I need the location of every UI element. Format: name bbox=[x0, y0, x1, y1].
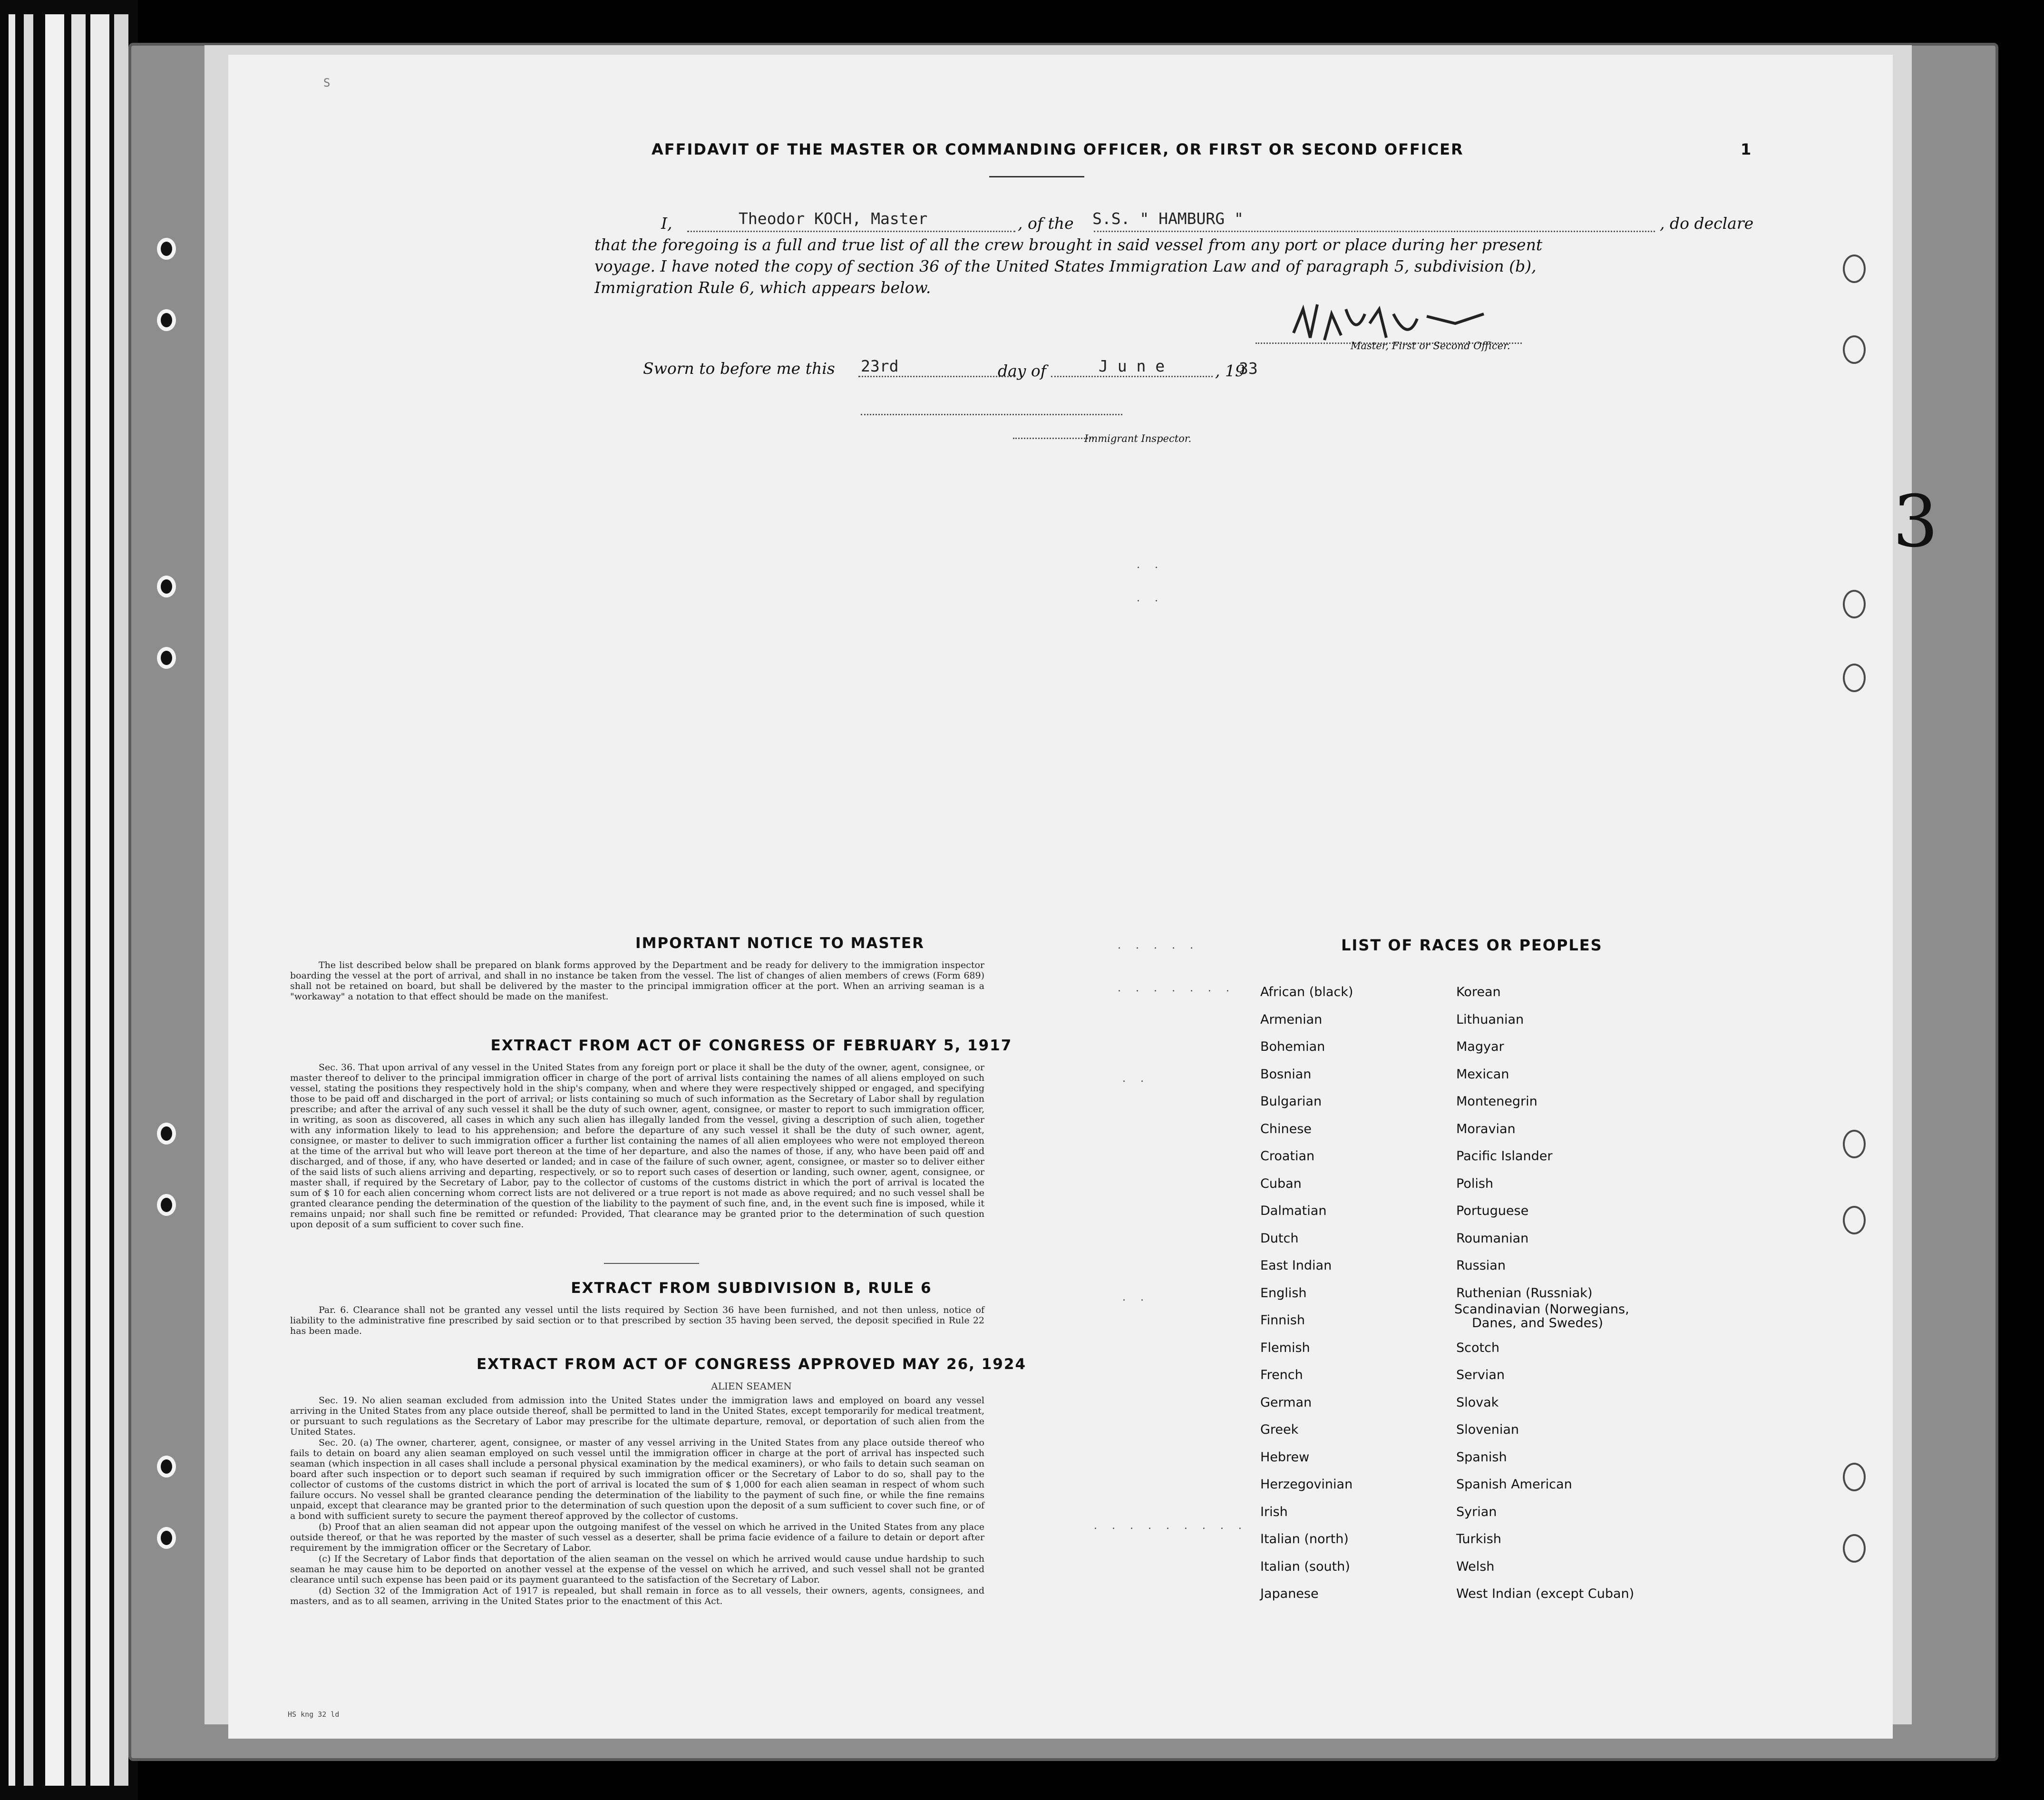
faint-mark: . . . . . bbox=[1118, 939, 1199, 951]
extract-1924-paragraph: (d) Section 32 of the Immigration Act of 1917 is repealed, but shall remain in force as to all vessels, their owners, agents, consignees, and masters, and as to all seamen, arriving in the United States prior to the enactment of this Act. bbox=[290, 1585, 984, 1606]
race-item: African (black) bbox=[1260, 985, 1353, 999]
race-item: Spanish American bbox=[1456, 1477, 1572, 1492]
faint-mark: . . bbox=[1122, 1291, 1149, 1303]
handwritten-mark: 3 bbox=[1893, 480, 1938, 563]
races-title: LIST OF RACES OR PEOPLES bbox=[1341, 936, 1603, 954]
name-line bbox=[687, 231, 1015, 232]
form-code: HS kng 32 ld bbox=[288, 1710, 340, 1719]
master-name: Theodor KOCH, Master bbox=[739, 209, 928, 228]
extract-1924-subtitle: ALIEN SEAMEN bbox=[711, 1380, 792, 1392]
extract-1917-body: Sec. 36. That upon arrival of any vessel in the United States from any foreign port or place it shall be the duty of the owner, agent, consignee, or master thereof to deliver to the principal immigration officer in charge of the port of arrival lists containing the names of all aliens employed on such vessel, stating the positions they respectively hold in the ship's company, when and where they were respectively shipped or engaged, and specifying those to be paid off and discharged in the port of arrival; or lists containing so much of such information as the Secretary of Labor shall by regulation prescribe; and after the arrival of any such vessel it shall be the duty of such owner, agent, consignee, or master to report to such immigration officer, in writing, as soon as discovered, all cases in which any such alien has illegally landed from the vessel, giving a description of such alien, together with any information likely to lead to his apprehension; and before the departure of any such vessel it shall be the duty of such owner, agent, consignee, or master to deliver to such immigration officer a further list containing the names of all alien employees who were not employed thereon at the time of the arrival but who will leave port thereon at the time of her departure, and also the names of those, if any, who have been paid off and discharged, and of those, if any, who have deserted or landed; and in case of the failure of such owner, agent, consignee, or master so to deliver either of the said lists of such aliens arriving and departing, respectively, or so to report such cases of desertion or landing, such owner, agent, consignee, or master shall, if required by the Secretary of Labor, pay to the collector of customs of the customs district in which the port of arrival is located the sum of $ 10 for each alien concerning whom correct lists are not delivered or a true report is not made as above required; and no such vessel shall be granted clearance pending the determination of the question of the liability to the payment of such fine, and, in the event such fine is imposed, while it remains unpaid; nor shall such fine be remitted or refunded: Provided, That clearance may be granted prior to the determination of such question upon deposit of a sum sufficient to cover such fine. bbox=[290, 1062, 984, 1230]
binder-hole bbox=[157, 309, 176, 331]
day-line bbox=[858, 376, 1015, 377]
race-item: Herzegovinian bbox=[1260, 1477, 1353, 1492]
declaration-line: voyage. I have noted the copy of section 36 of the United States Immigration Law and of paragraph 5, subdivision (b), bbox=[594, 257, 1537, 275]
page-mark: 1 bbox=[1741, 140, 1752, 158]
binder-edge bbox=[0, 0, 138, 1800]
inspector-caption: Immigrant Inspector. bbox=[1084, 433, 1192, 444]
race-item: Dalmatian bbox=[1260, 1203, 1327, 1218]
sheet-edge bbox=[90, 14, 109, 1786]
binder-hole bbox=[157, 238, 176, 260]
of-the-label: , of the bbox=[1018, 214, 1074, 233]
inspector-line-short bbox=[1013, 438, 1094, 439]
race-item: Danes, and Swedes) bbox=[1472, 1315, 1603, 1330]
inspector-line bbox=[861, 414, 1122, 415]
sworn-day: 23rd bbox=[861, 357, 899, 375]
title-rule bbox=[989, 176, 1084, 177]
race-item: Japanese bbox=[1260, 1586, 1319, 1601]
faint-mark: . . bbox=[1122, 1073, 1149, 1085]
binder-hole bbox=[157, 1194, 176, 1216]
race-item: Italian (south) bbox=[1260, 1559, 1350, 1574]
race-item: French bbox=[1260, 1368, 1303, 1382]
race-item: Magyar bbox=[1456, 1039, 1504, 1054]
race-item: West Indian (except Cuban) bbox=[1456, 1586, 1635, 1601]
punch-hole bbox=[1843, 590, 1866, 618]
year-suffix: 33 bbox=[1239, 359, 1258, 378]
race-item: Welsh bbox=[1456, 1559, 1495, 1574]
race-item: Greek bbox=[1260, 1422, 1299, 1437]
race-item: Bulgarian bbox=[1260, 1094, 1322, 1109]
race-item: Mexican bbox=[1456, 1066, 1509, 1082]
sworn-month: J u n e bbox=[1099, 357, 1165, 375]
race-item: Bosnian bbox=[1260, 1066, 1312, 1082]
race-item: Scotch bbox=[1456, 1340, 1500, 1355]
race-item: Cuban bbox=[1260, 1176, 1302, 1191]
binder-hole bbox=[157, 576, 176, 597]
margin-mark: S bbox=[323, 76, 331, 89]
race-item: Roumanian bbox=[1456, 1231, 1529, 1246]
punch-hole bbox=[1843, 254, 1866, 283]
race-item: Dutch bbox=[1260, 1231, 1299, 1246]
extract-1924-paragraph: (c) If the Secretary of Labor finds that deportation of the alien seaman on the vessel on which he arrived would cause undue hardship to such seaman he may cause him to be deported on another vessel at the expense of the vessel on which he arrived, and such vessel shall not be granted clearance until such expense has been paid or its payment guaranteed to the satisfaction of the Secretary of Labor. bbox=[290, 1554, 984, 1585]
binder-hole bbox=[157, 647, 176, 669]
race-item: Slovenian bbox=[1456, 1422, 1519, 1437]
race-item: Finnish bbox=[1260, 1313, 1305, 1328]
extract-1924-title: EXTRACT FROM ACT OF CONGRESS APPROVED MAY 26, 1924 bbox=[476, 1356, 1027, 1373]
punch-hole bbox=[1843, 1534, 1866, 1563]
race-item: Armenian bbox=[1260, 1012, 1323, 1027]
race-item: Montenegrin bbox=[1456, 1094, 1538, 1109]
day-of-label: day of bbox=[998, 362, 1047, 380]
i-label: I, bbox=[661, 214, 672, 233]
extract-1917-title: EXTRACT FROM ACT OF CONGRESS OF FEBRUARY 5, 1917 bbox=[490, 1037, 1012, 1054]
extract-1924-paragraph: Sec. 19. No alien seaman excluded from admission into the United States under the immigration laws and employed on board any vessel arriving in the United States from any place outside thereof, shall be permitted to land in the United States, except temporarily for medical treatment, or pursuant to such regulations as the Secretary of Labor may prescribe for the ultimate departure, removal, or deportation of such alien from the United States. bbox=[290, 1395, 984, 1437]
sheet-edge bbox=[45, 14, 64, 1786]
race-item: Portuguese bbox=[1456, 1203, 1529, 1218]
faint-mark: . . . . . . . bbox=[1118, 982, 1235, 994]
affidavit-title: AFFIDAVIT OF THE MASTER OR COMMANDING OFFICER, OR FIRST OR SECOND OFFICER bbox=[652, 140, 1464, 158]
race-item: Ruthenian (Russniak) bbox=[1456, 1285, 1593, 1301]
faint-mark: . . bbox=[1137, 559, 1164, 571]
punch-hole bbox=[1843, 1130, 1866, 1158]
race-item: Italian (north) bbox=[1260, 1532, 1349, 1546]
sworn-label: Sworn to before me this bbox=[643, 359, 835, 378]
month-line bbox=[1051, 376, 1213, 377]
vessel-name: S.S. " HAMBURG " bbox=[1092, 209, 1244, 228]
race-item: Bohemian bbox=[1260, 1039, 1325, 1054]
race-item: Croatian bbox=[1260, 1149, 1315, 1164]
signature-caption: Master, First or Second Officer. bbox=[1351, 340, 1510, 352]
race-item: Russian bbox=[1456, 1258, 1506, 1273]
sheet-edge bbox=[9, 14, 15, 1786]
punch-hole bbox=[1843, 1463, 1866, 1491]
race-item: Moravian bbox=[1456, 1121, 1516, 1136]
race-item: Lithuanian bbox=[1456, 1012, 1524, 1027]
document-page bbox=[228, 55, 1893, 1739]
binder-hole bbox=[157, 1527, 176, 1549]
race-item: Flemish bbox=[1260, 1340, 1310, 1355]
race-item: Hebrew bbox=[1260, 1449, 1310, 1465]
binder-hole bbox=[157, 1456, 176, 1477]
binder-hole bbox=[157, 1123, 176, 1145]
section-rule bbox=[604, 1263, 699, 1264]
declaration-line: that the foregoing is a full and true list of all the crew brought in said vessel from any port or place during her present bbox=[594, 235, 1543, 254]
rule6-title: EXTRACT FROM SUBDIVISION B, RULE 6 bbox=[571, 1280, 932, 1297]
race-item: Korean bbox=[1456, 985, 1501, 999]
race-item: German bbox=[1260, 1395, 1312, 1410]
race-item: Scandinavian (Norwegians, bbox=[1454, 1302, 1629, 1317]
race-item: Chinese bbox=[1260, 1121, 1312, 1136]
extract-1924-paragraph: Sec. 20. (a) The owner, charterer, agent, consignee, or master of any vessel arriving in the United States from any place outside thereof who fails to detain on board any alien seaman employed on such vessel until the immigration officer in charge at the port of arrival has inspected such seaman (which inspection in all cases shall include a personal physical examination by the medical examiners), or who fails to detain such seaman on board after such inspection or to deport such seaman if required by such immigration officer or the Secretary of Labor to do so, shall pay to the collector of customs of the customs district in which the port of arrival is located the sum of $ 1,000 for each alien seaman in respect of whom such failure occurs. No vessel shall be granted clearance pending the determination of the liability to the payment of such fine, or while the fine remains unpaid, except that clearance may be granted prior to the determination of such question upon the deposit of a sum sufficient to cover such fine, or of a bond with sufficient surety to secure the payment thereof approved by the collector of customs. bbox=[290, 1438, 984, 1521]
notice-body: The list described below shall be prepared on blank forms approved by the Department and be ready for delivery to the immigration inspector boarding the vessel at the port of arrival, and shall in no instance be taken from the vessel. The list of changes of alien members of crews (Form 689) shall not be retained on board, but shall be delivered by the master to the principal immigration officer at the port. When an arriving seaman is a "workaway" a notation to that effect should be made on the manifest. bbox=[290, 960, 984, 1002]
punch-hole bbox=[1843, 664, 1866, 692]
race-item: Pacific Islander bbox=[1456, 1149, 1553, 1164]
race-item: Servian bbox=[1456, 1368, 1505, 1382]
punch-hole bbox=[1843, 335, 1866, 364]
vessel-line bbox=[1094, 231, 1655, 232]
race-item: Irish bbox=[1260, 1504, 1288, 1519]
rule6-body: Par. 6. Clearance shall not be granted any vessel until the lists required by Section 36 have been furnished, and not then unless, notice of liability to the administrative fine prescribed by said section or to that prescribed by section 35 having been served, the deposit specified in Rule 22 has been made. bbox=[290, 1305, 984, 1336]
sheet-edge bbox=[71, 14, 86, 1786]
sheet-edge bbox=[24, 14, 33, 1786]
do-declare: , do declare bbox=[1660, 214, 1754, 233]
race-item: Spanish bbox=[1456, 1449, 1507, 1465]
extract-1924-paragraph: (b) Proof that an alien seaman did not appear upon the outgoing manifest of the vessel on which he arrived in the United States from any place outside thereof, or that he was reported by the master of such vessel as a deserter, shall be prima facie evidence of a failure to detain or deport after requirement by the immigration officer or the Secretary of Labor. bbox=[290, 1522, 984, 1553]
race-item: Turkish bbox=[1456, 1532, 1501, 1546]
faint-mark: . . . . . . . . . bbox=[1094, 1520, 1247, 1532]
faint-mark: . . bbox=[1137, 592, 1164, 604]
punch-hole bbox=[1843, 1206, 1866, 1234]
race-item: English bbox=[1260, 1285, 1307, 1301]
sheet-edge bbox=[114, 14, 128, 1786]
notice-title: IMPORTANT NOTICE TO MASTER bbox=[635, 935, 925, 952]
race-item: East Indian bbox=[1260, 1258, 1332, 1273]
race-item: Polish bbox=[1456, 1176, 1494, 1191]
race-item: Slovak bbox=[1456, 1395, 1499, 1410]
declaration-line: Immigration Rule 6, which appears below. bbox=[594, 278, 931, 297]
race-item: Syrian bbox=[1456, 1504, 1497, 1519]
year-prefix: , 19 bbox=[1215, 362, 1245, 380]
